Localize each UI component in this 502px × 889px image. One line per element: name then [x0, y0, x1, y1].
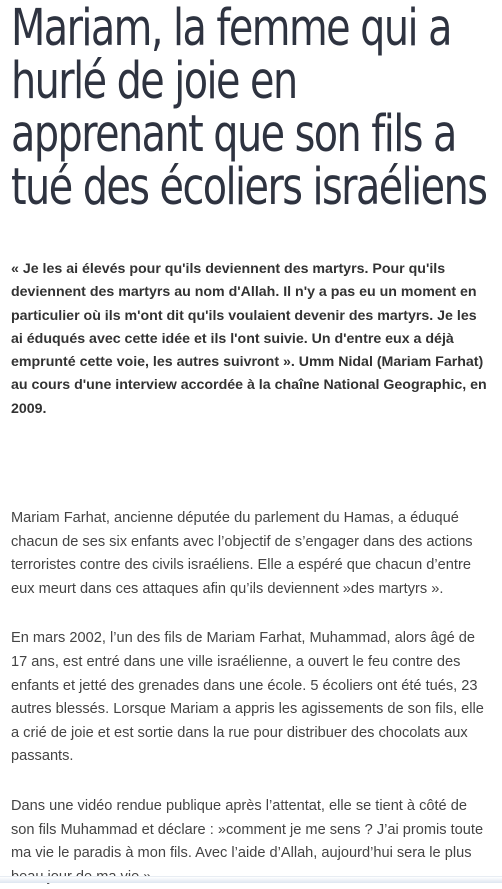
article-paragraph-3: Dans une vidéo rendue publique après l’attentat, elle se tient à côté de son fils Muhammad et déclare : »comment je me sens ? J’ai promis toute ma vie le paradis à mon fils. Avec l’aide d’Allah, aujourd’hui sera le plus	[11, 798, 484, 862]
article-paragraph-2: En mars 2002, l’un des fils de Mariam Farhat, Muhammad, alors âgé de 17 ans, est entré dans une ville israélienne, a ouvert le feu contre des enfants et jetté des grenades dans une école. 5 écoliers ont été tués, 23 autres blessés. Lorsque Mariam a appris les agissements de son fils, elle a crié de joie et est sortie dans la rue pour distribuer des chocolats aux passants.	[11, 630, 484, 765]
article-paragraph-1: Mariam Farhat, ancienne députée du parlement du Hamas, a éduqué chacun de ses six enfants avec l’objectif de s’engager dans des actions terroristes contre des civils israéliens. Elle a espéré que chacun d’entre eux meurt dans ces attaques afin qu’ils deviennent »des martyrs ».	[11, 510, 473, 597]
bottom-divider	[0, 876, 502, 883]
article-headline: Mariam, la femme qui a hurlé de joie en apprenant que son fils a tué des écoliers israéliens	[11, 0, 487, 217]
article-lead-quote: « Je les ai élevés pour qu'ils deviennent des martyrs. Pour qu'ils deviennent des martyrs au nom d'Allah. Il n'y a pas eu un moment en particulier où ils m'ont dit qu'ils voulaient devenir des martyrs. Je les ai éduqués avec cette idée et ils l'ont suivie. Un d'entre eux a déjà emprunté cette voie, les autres suivront ». Umm Nidal (Mariam Farhat) au cours d'une interview accordée à la chaîne National Geographic, en 2009.	[11, 261, 487, 417]
